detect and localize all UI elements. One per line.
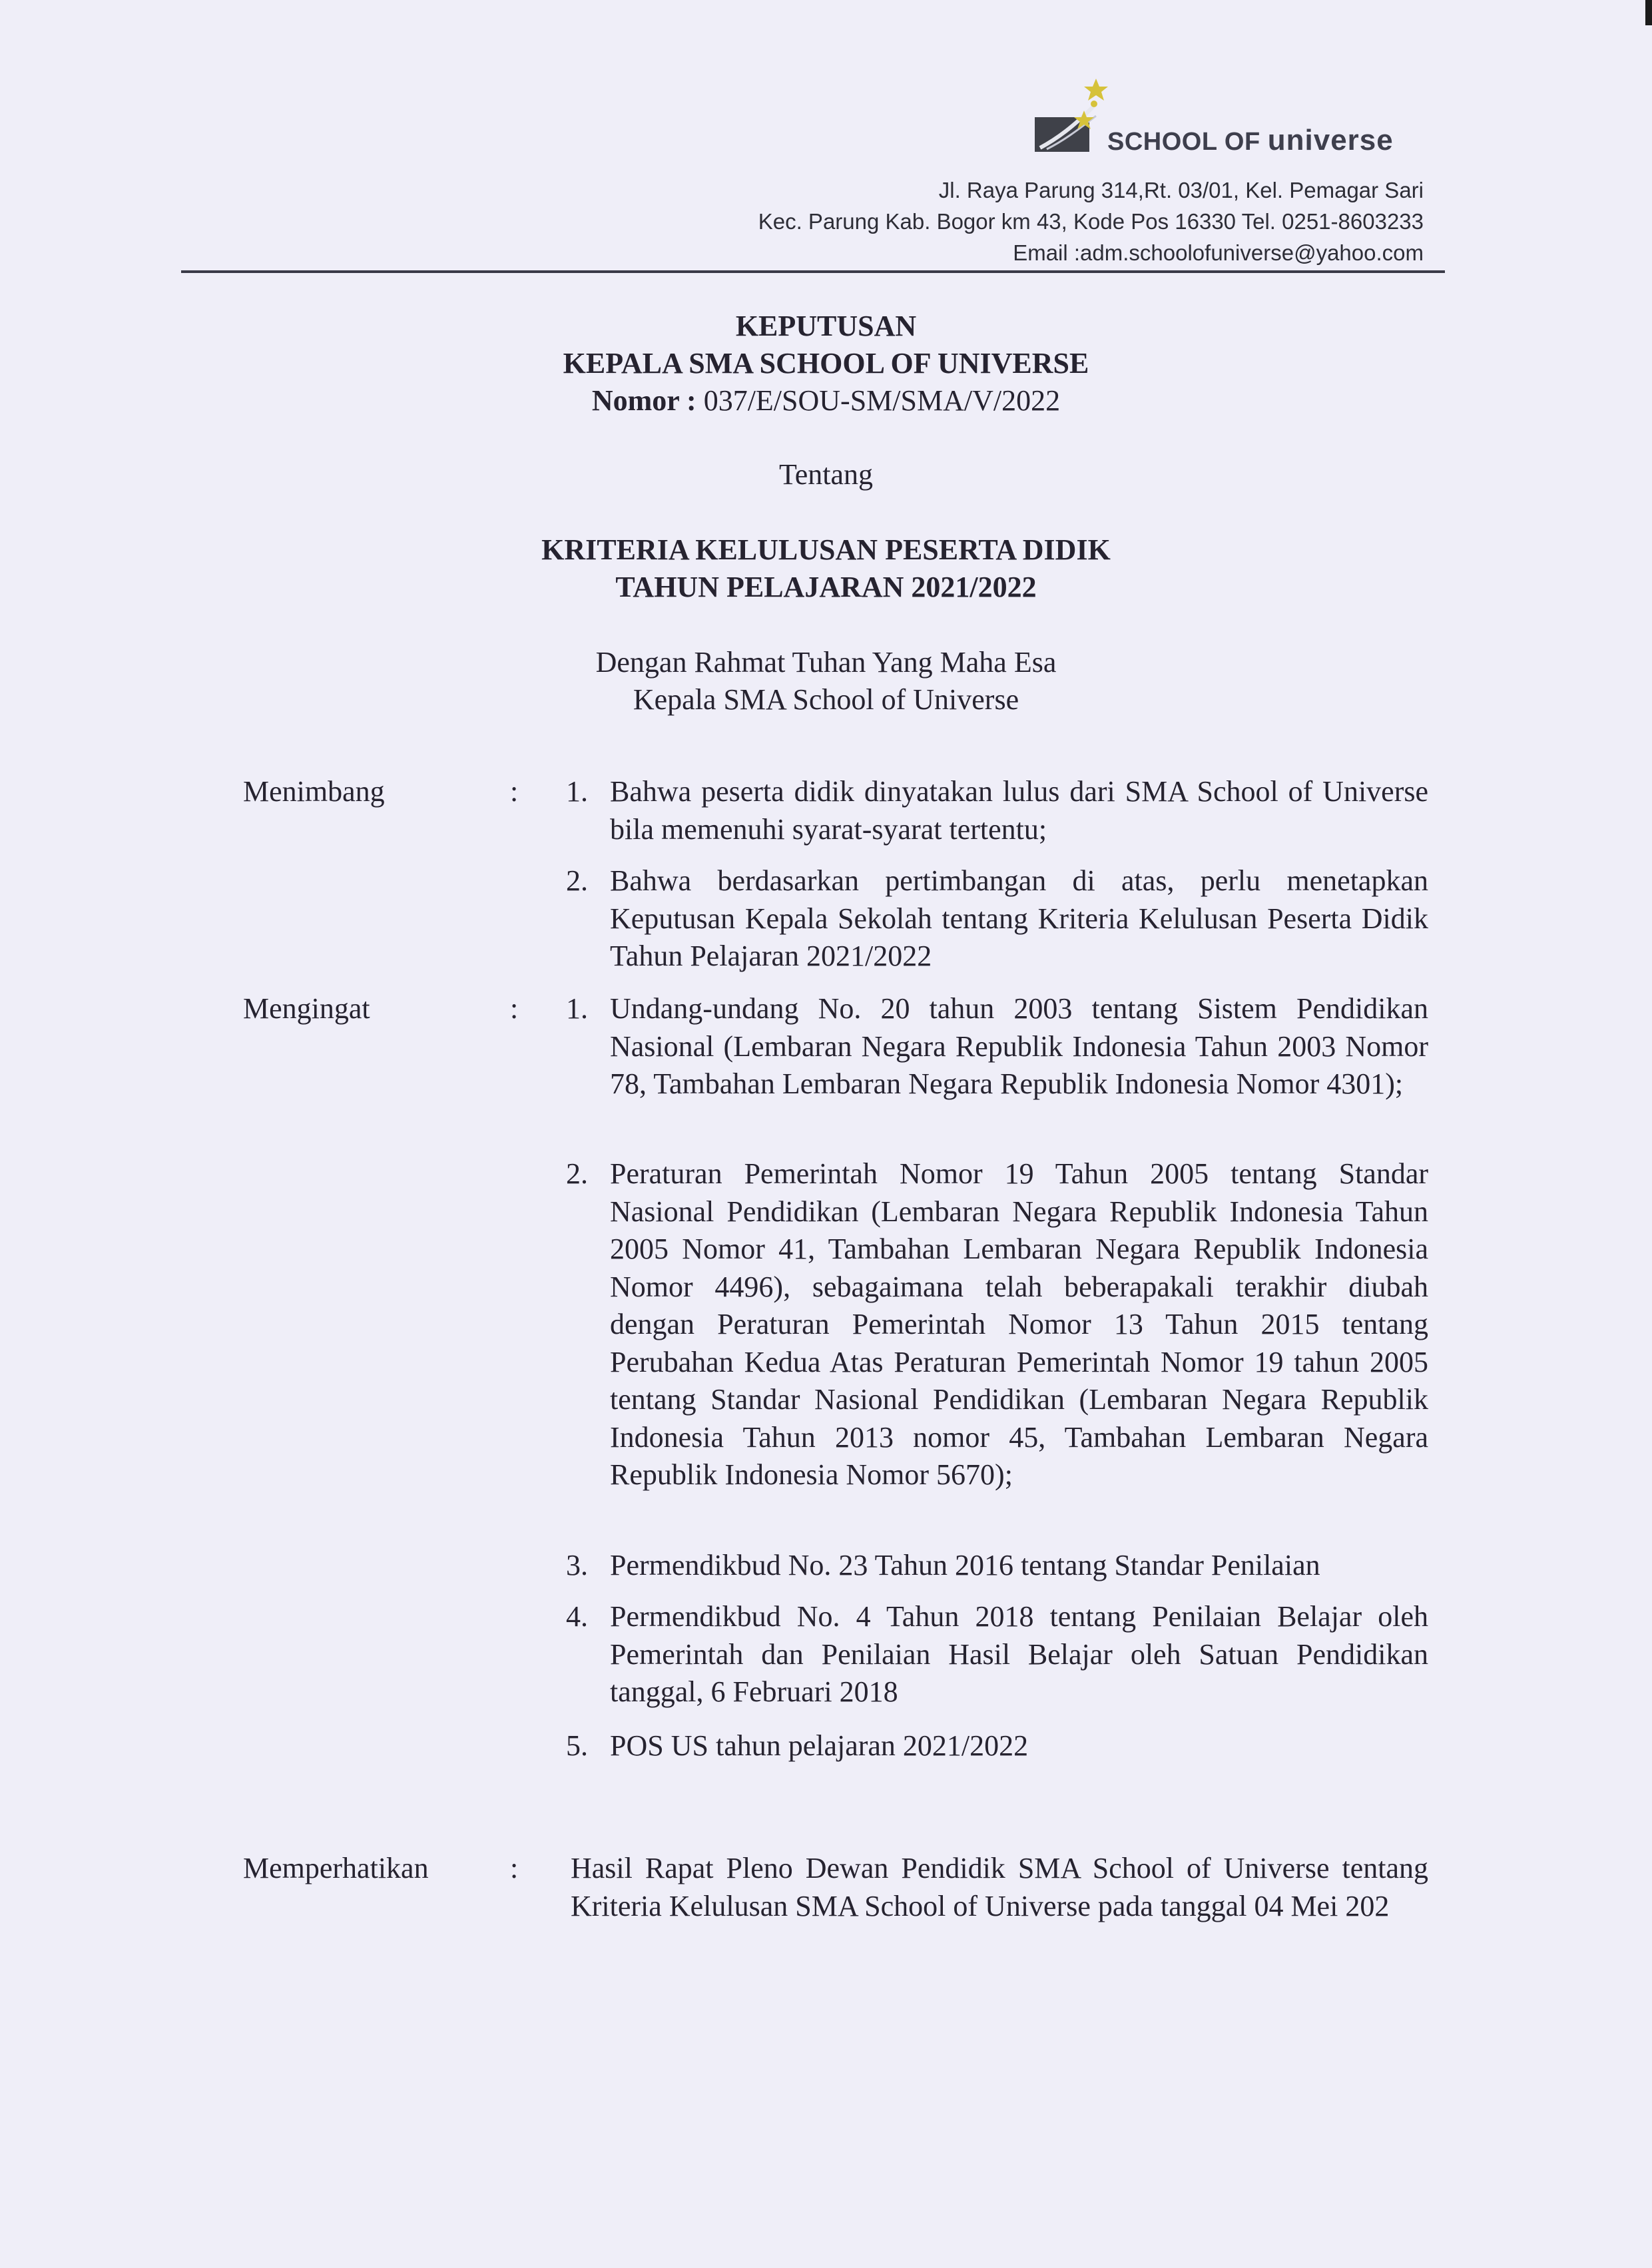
section-label-menimbang: Menimbang — [243, 775, 385, 808]
list-item: 5. POS US tahun pelajaran 2021/2022 — [566, 1729, 1029, 1762]
section-label-memperhatikan: Memperhatikan — [243, 1852, 429, 1884]
section-label-mengingat: Mengingat — [243, 992, 370, 1025]
colon: : — [510, 775, 519, 808]
scan-edge — [1645, 0, 1652, 25]
school-logo — [1031, 69, 1430, 162]
decree-number: Nomor : 037/E/SOU-SM/SMA/V/2022 — [591, 384, 1061, 417]
memperhatikan-text: Hasil Rapat Pleno Dewan Pendidik SMA School of Universe tentang Kriteria Kelulusan SMA School of Universe pada tanggal 04 Mei 202 — [571, 1852, 1428, 1922]
decree-issuer: KEPALA SMA SCHOOL OF UNIVERSE — [563, 347, 1089, 380]
decree-title: KEPUTUSAN — [735, 310, 917, 342]
tentang-label: Tentang — [778, 458, 874, 491]
address-line: Jl. Raya Parung 314,Rt. 03/01, Kel. Pemagar Sari — [938, 178, 1424, 202]
decree-subject: KRITERIA KELULUSAN PESERTA DIDIK TAHUN PELAJARAN 2021/2022 — [541, 533, 1111, 603]
shooting-star-logo-icon — [1031, 69, 1111, 162]
list-item: 2. Peraturan Pemerintah Nomor 19 Tahun 2005 tentang Standar Nasional Pendidikan (Lembaran Negara Republik Indonesia Tahun 2005 Nomor 41, Tambahan Lembaran Negara Republik Indonesia Nomor 4496), sebagaimana telah beberapakali terakhir diubah dengan Peraturan Pemerintah Nomor 13 Tahun 2015 tentang Perubahan Kedua Atas Peraturan Pemerintah Nomor 19 tahun 2005 tentang Standar Nasional Pendidikan (Lembaran Negara Republik Indonesia Tahun 2013 nomor 45, Tambahan Lembaran Negara Republik Indonesia Nomor 5670); — [566, 1157, 1428, 1491]
email-line: Email :adm.schoolofuniverse@yahoo.com — [1013, 240, 1424, 265]
list-item: 1. Undang-undang No. 20 tahun 2003 tentang Sistem Pendidikan Nasional (Lembaran Negara Republik Indonesia Tahun 2003 Nomor 78, Tambahan Lembaran Negara Republik Indonesia Nomor 4301); — [566, 992, 1428, 1100]
opening-phrase: Dengan Rahmat Tuhan Yang Maha Esa Kepala SMA School of Universe — [595, 646, 1057, 716]
list-item: 2. Bahwa berdasarkan pertimbangan di atas, perlu menetapkan Keputusan Kepala Sekolah tentang Kriteria Kelulusan Peserta Didik Tahun Pelajaran 2021/2022 — [566, 864, 1428, 972]
letterhead-divider — [181, 270, 1445, 273]
list-item: 4. Permendikbud No. 4 Tahun 2018 tentang Penilaian Belajar oleh Pemerintah dan Penilaian Hasil Belajar oleh Satuan Pendidikan tanggal, 6 Februari 2018 — [566, 1600, 1428, 1708]
school-address — [758, 174, 1424, 268]
list-item: 1. Bahwa peserta didik dinyatakan lulus dari SMA School of Universe bila memenuhi syarat-syarat tertentu; — [566, 775, 1428, 846]
address-line: Kec. Parung Kab. Bogor km 43, Kode Pos 16330 Tel. 0251-8603233 — [758, 209, 1424, 234]
list-item: 3. Permendikbud No. 23 Tahun 2016 tentang Standar Penilaian — [566, 1549, 1320, 1581]
colon: : — [510, 1852, 519, 1884]
colon: : — [510, 992, 519, 1025]
decree-heading — [0, 308, 1652, 420]
logo-wordmark: SCHOOL OF universe — [1107, 124, 1394, 156]
